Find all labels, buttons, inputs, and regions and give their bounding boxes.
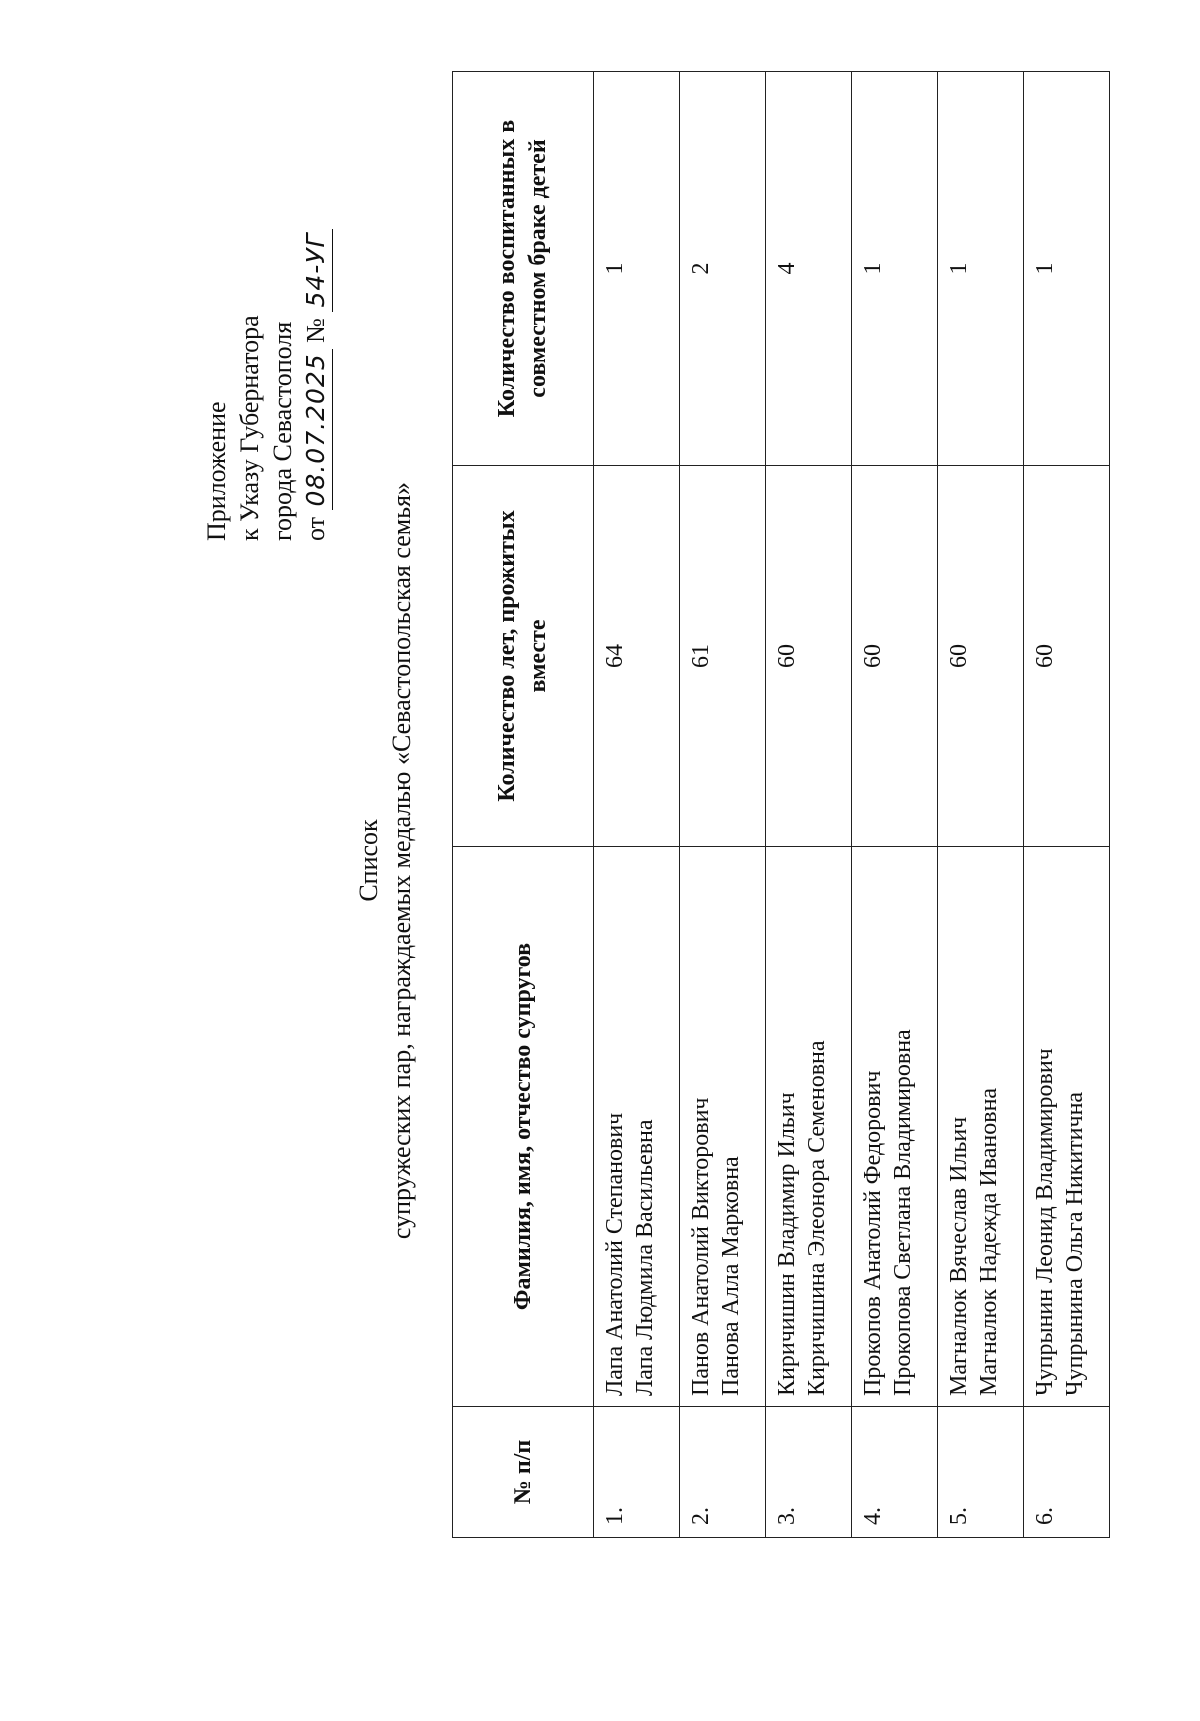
- row-names: [938, 847, 1024, 1407]
- row-years: 60: [852, 466, 938, 847]
- row-children: 1: [852, 72, 938, 466]
- row-years: 60: [766, 466, 852, 847]
- row-num: 5.: [938, 1407, 1024, 1538]
- husband-name: Чупрынин Леонид Владимирович: [1032, 1048, 1058, 1396]
- row-num: 1.: [594, 1407, 680, 1538]
- document-title: [352, 0, 418, 1721]
- husband-name: Лапа Анатолий Степанович: [602, 1112, 628, 1396]
- husband-name: Прокопов Анатолий Федорович: [860, 1070, 886, 1396]
- row-num: 6.: [1024, 1407, 1110, 1538]
- appendix-date-line: [299, 229, 333, 541]
- wife-name: Чупрынина Ольга Никитична: [1062, 1091, 1088, 1396]
- decree-number: 54-УГ: [299, 229, 333, 312]
- title-line-2: супружеских пар, награждаемых медалью «Севастопольская семья»: [387, 481, 416, 1240]
- header-num: № п/п: [453, 1407, 594, 1538]
- header-name: Фамилия, имя, отчество супругов: [453, 847, 594, 1407]
- appendix-block: [200, 229, 333, 541]
- table-row: [680, 72, 766, 1538]
- table-row: [852, 72, 938, 1538]
- row-num: 4.: [852, 1407, 938, 1538]
- row-names: [852, 847, 938, 1407]
- date-prefix: от: [301, 516, 330, 541]
- table-row: [938, 72, 1024, 1538]
- row-years: 64: [594, 466, 680, 847]
- row-children: 2: [680, 72, 766, 466]
- appendix-decree: к Указу Губернатора: [235, 315, 264, 541]
- row-children: 4: [766, 72, 852, 466]
- table-row: [766, 72, 852, 1538]
- row-years: 61: [680, 466, 766, 847]
- appendix-city: города Севастополя: [268, 321, 297, 541]
- row-num: 3.: [766, 1407, 852, 1538]
- header-years: Количество лет, прожитых вместе: [453, 466, 594, 847]
- row-children: 1: [938, 72, 1024, 466]
- husband-name: Магналюк Вячеслав Ильич: [946, 1116, 972, 1396]
- row-children: 1: [1024, 72, 1110, 466]
- number-prefix: №: [301, 318, 330, 343]
- header-children: Количество воспитанных в совместном браке детей: [453, 72, 594, 466]
- table-row: [1024, 72, 1110, 1538]
- wife-name: Прокопова Светлана Владимировна: [890, 1029, 916, 1396]
- row-years: 60: [938, 466, 1024, 847]
- wife-name: Магналюк Надежда Ивановна: [976, 1087, 1002, 1396]
- row-names: [680, 847, 766, 1407]
- table-row: [594, 72, 680, 1538]
- husband-name: Панов Анатолий Викторович: [688, 1097, 714, 1396]
- row-years: 60: [1024, 466, 1110, 847]
- wife-name: Киричишина Элеонора Семеновна: [804, 1040, 830, 1396]
- decree-date: 08.07.2025: [299, 349, 333, 510]
- row-names: [766, 847, 852, 1407]
- row-names: [1024, 847, 1110, 1407]
- table-header-row: [453, 72, 594, 1538]
- row-names: [594, 847, 680, 1407]
- row-children: 1: [594, 72, 680, 466]
- wife-name: Панова Алла Марковна: [718, 1156, 744, 1396]
- appendix-title: Приложение: [202, 401, 231, 541]
- row-num: 2.: [680, 1407, 766, 1538]
- husband-name: Киричишин Владимир Ильич: [774, 1092, 800, 1396]
- wife-name: Лапа Людмила Васильевна: [632, 1119, 658, 1396]
- awards-table: [452, 71, 1110, 1538]
- title-line-1: Список: [354, 819, 383, 902]
